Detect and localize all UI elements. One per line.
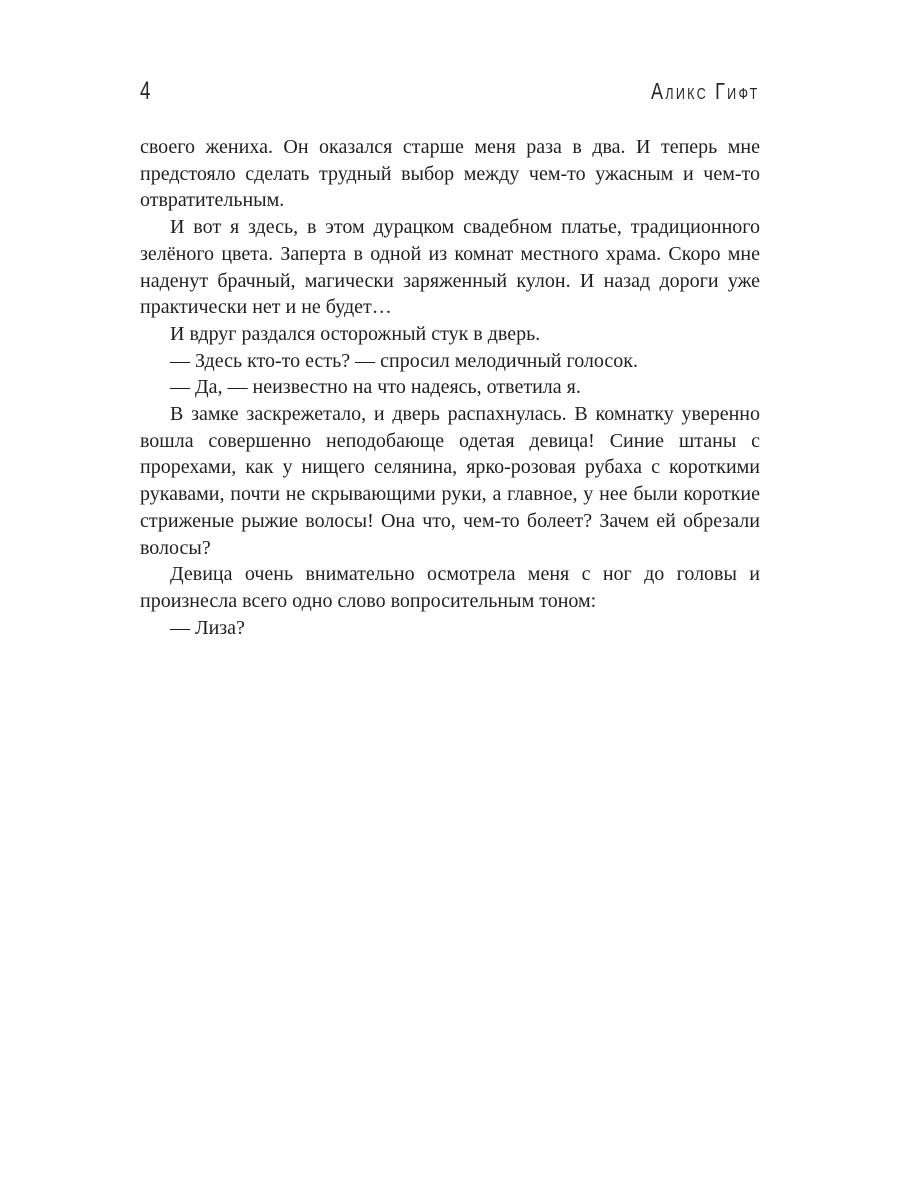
paragraph: — Здесь кто-то есть? — спросил мелодичный голосок.	[170, 349, 638, 372]
paragraph: — Лиза?	[170, 616, 245, 639]
paragraph: И вдруг раздался осторожный стук в дверь.	[170, 322, 541, 345]
page-text	[140, 134, 760, 641]
paragraph: В замке заскрежетало, и дверь распахнулась. В комнатку уверенно вошла совершенно неподобающе одетая девица! Синие штаны с прорехами, как у нищего селянина, ярко-розовая рубаха с короткими рукавами, почти не скрывающими руки, а главное, у нее были короткие стриженые рыжие волосы! Она что, чем-то болеет? Зачем ей обрезали волосы?	[140, 403, 760, 559]
page-number: 4	[140, 76, 152, 105]
paragraph: Девица очень внимательно осмотрела меня с ног до головы и произнесла всего одно слово вопросительным тоном:	[140, 563, 760, 612]
running-title: Аликс Гифт	[651, 79, 760, 105]
page-header	[140, 76, 760, 108]
paragraph: — Да, — неизвестно на что надеясь, ответила я.	[170, 376, 581, 399]
paragraph: своего жениха. Он оказался старше меня раза в два. И теперь мне предстояло сделать трудный выбор между чем-то ужасным и чем-то отвратительным.	[140, 136, 760, 212]
paragraph: И вот я здесь, в этом дурацком свадебном платье, традиционного зелёного цвета. Заперта в одной из комнат местного храма. Скоро мне наденут брачный, магически заряженный кулон. И назад дороги уже практически нет и не будет…	[140, 216, 760, 319]
